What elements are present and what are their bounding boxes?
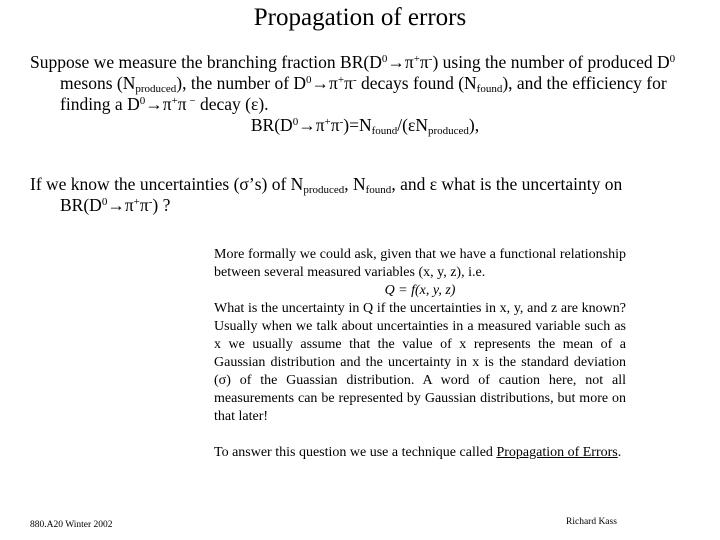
text: )=N	[343, 115, 372, 135]
sub: found	[365, 184, 392, 196]
text: decays found (N	[356, 73, 477, 93]
text: decay (ε).	[195, 94, 269, 114]
text: π	[177, 94, 187, 114]
text: , and ε what is the uncertainty on BR(D	[60, 174, 623, 215]
text: →π	[387, 52, 414, 72]
formal-explanation-box	[214, 246, 626, 462]
sup: −	[186, 95, 196, 107]
sup: +	[337, 74, 345, 86]
text: /(εN	[397, 115, 428, 135]
text: →π	[107, 195, 134, 215]
sub: produced	[303, 184, 345, 196]
sub: produced	[135, 83, 177, 95]
sup: +	[324, 116, 331, 128]
sup: +	[133, 196, 140, 208]
box-line-3	[214, 444, 626, 462]
footer-author: Richard Kass	[566, 517, 617, 527]
text: π	[330, 115, 340, 135]
text: To answer this question we use a technique called	[214, 445, 497, 460]
text: If we know the uncertainties (σ’s) of N	[30, 174, 304, 194]
text: .	[617, 445, 622, 460]
text: Suppose we measure the branching fraction BR(D	[30, 52, 382, 72]
footer-course: 880.A20 Winter 2002	[30, 520, 113, 530]
box-equation: Q = f(x, y, z)	[384, 283, 456, 298]
text: →π	[298, 115, 325, 135]
text: ),	[468, 115, 480, 135]
slide-title: Propagation of errors	[253, 4, 467, 31]
sup: 0	[101, 196, 108, 208]
box-line-1: More formally we could ask, given that we have a functional relationship between several measured variables (x, y, z), i.e.	[214, 247, 626, 280]
sup: 0	[381, 53, 388, 65]
sup: -	[428, 53, 433, 65]
box-line-2: What is the uncertainty in Q if the uncertainties in x, y, and z are known? Usually when we talk about uncertainties in a measured variable such as x we usually assume that the value of x represents the mean of a Gaussian distribution and the uncertainty in x is the standard deviation (σ) of the Guassian distribution. A word of caution here, not all measurements can be represented by Gaussian distributions, but more on that later!	[214, 301, 626, 424]
text: , N	[344, 174, 366, 194]
text: →π	[311, 73, 338, 93]
text: π	[139, 195, 149, 215]
sup: 0	[306, 74, 312, 86]
text: →π	[145, 94, 172, 114]
sup: -	[352, 74, 357, 86]
sup: +	[413, 53, 420, 65]
paragraph-branching-fraction	[30, 52, 700, 136]
equation-branching-fraction	[60, 115, 700, 136]
text: π	[344, 73, 353, 93]
sup: -	[148, 196, 153, 208]
text: π	[419, 52, 429, 72]
sup: 0	[139, 95, 146, 107]
propagation-of-errors-link[interactable]: Propagation of Errors	[496, 445, 618, 460]
text: ) using the number of produced D	[432, 52, 670, 72]
text: BR(D	[250, 115, 293, 135]
sub: found	[371, 125, 398, 137]
sub: produced	[427, 125, 469, 137]
text: ), and the efficiency for finding a D	[60, 73, 667, 114]
sup: +	[171, 95, 178, 107]
text: mesons (N	[60, 73, 136, 93]
paragraph-uncertainty-question	[30, 174, 700, 216]
sup: -	[339, 116, 344, 128]
sup: 0	[669, 53, 676, 65]
sub: found	[476, 83, 503, 95]
text: ), the number of D	[176, 73, 307, 93]
text: ) ?	[152, 195, 171, 215]
sup: 0	[292, 116, 299, 128]
